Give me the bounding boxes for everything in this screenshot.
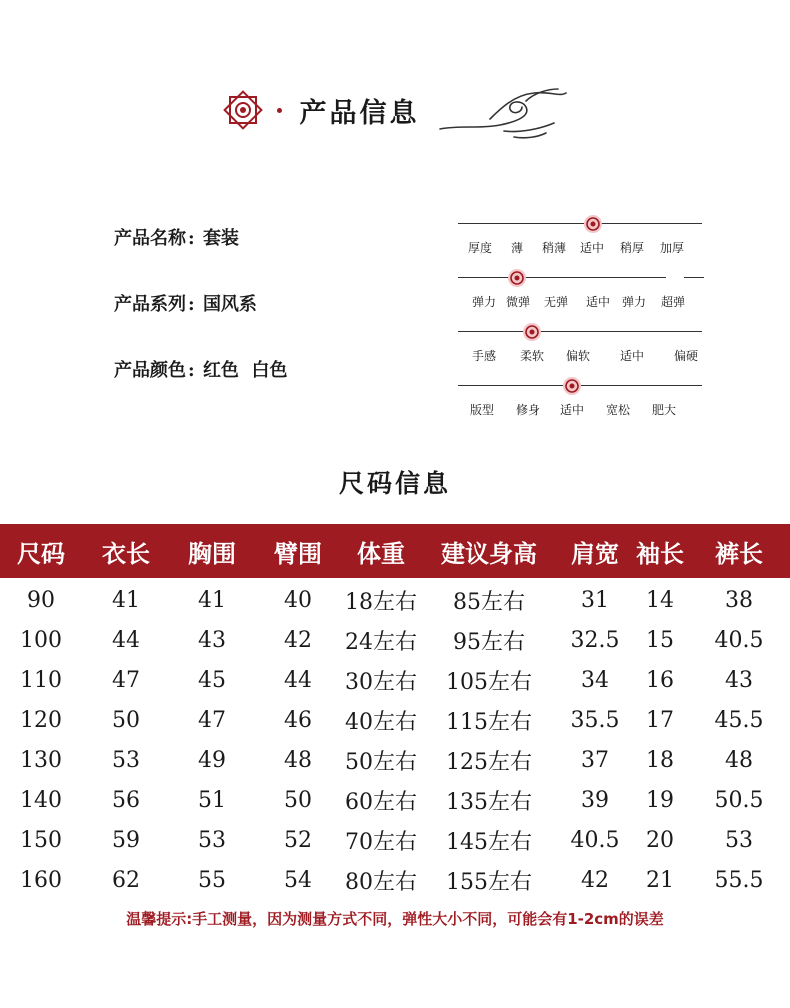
table-cell: 90: [27, 587, 55, 613]
table-cell: 48: [284, 747, 312, 773]
table-header-row: [0, 524, 790, 578]
table-cell: 50: [284, 787, 312, 813]
table-cell: 49: [198, 747, 226, 773]
scale-label: 超弹: [661, 295, 686, 309]
table-cell: 55: [198, 867, 226, 893]
table-cell: 45.5: [714, 707, 764, 733]
table-cell: 40.5: [570, 827, 620, 853]
scale-label: 稍薄: [542, 241, 567, 255]
info-value: 国风系: [202, 294, 257, 315]
table-cell: 35.5: [570, 707, 620, 733]
column-header: 袖长: [636, 539, 684, 568]
selected-marker-icon: [583, 214, 603, 234]
table-cell: 52: [284, 827, 312, 853]
table-cell: 54: [284, 867, 312, 893]
table-cell: 95左右: [453, 629, 525, 655]
table-cell: 38: [725, 587, 753, 613]
scale-label: 适中: [560, 403, 585, 417]
scale-label: 加厚: [660, 241, 685, 255]
table-cell: 80左右: [345, 869, 417, 895]
table-cell: 100: [20, 627, 62, 653]
table-cell: 50.5: [714, 787, 764, 813]
table-cell: 44: [112, 627, 140, 653]
table-cell: 150: [20, 827, 62, 853]
table-cell: 47: [198, 707, 226, 733]
table-cell: 56: [112, 787, 140, 813]
table-cell: 155左右: [446, 869, 532, 895]
table-cell: 31: [581, 587, 609, 613]
scale-elasticity: [456, 269, 706, 323]
table-row: [0, 778, 790, 818]
selected-marker-icon: [562, 376, 582, 396]
title-dot: [277, 108, 282, 113]
scale-label: 适中: [586, 295, 611, 309]
column-header: 体重: [357, 539, 405, 568]
table-cell: 15: [646, 627, 674, 653]
scale-label: 稍厚: [620, 241, 645, 255]
info-value: 红色 白色: [202, 360, 288, 381]
table-cell: 53: [198, 827, 226, 853]
table-cell: 37: [581, 747, 609, 773]
table-cell: 53: [725, 827, 753, 853]
table-cell: 45: [198, 667, 226, 693]
scale-label: 适中: [620, 349, 645, 363]
table-cell: 85左右: [453, 589, 525, 615]
table-row: [0, 658, 790, 698]
table-cell: 62: [112, 867, 140, 893]
info-row-series: 产品系列 : 国风系: [114, 294, 257, 315]
scale-fit: [456, 377, 706, 431]
scale-label: 修身: [516, 403, 541, 417]
table-cell: 41: [112, 587, 140, 613]
column-header: 尺码: [17, 539, 65, 568]
table-cell: 47: [112, 667, 140, 693]
table-row: [0, 578, 790, 618]
scale-label: 偏软: [566, 349, 591, 363]
table-cell: 59: [112, 827, 140, 853]
info-value: 套装: [202, 228, 239, 249]
table-cell: 32.5: [570, 627, 620, 653]
scale-label: 弹力: [472, 295, 497, 309]
table-cell: 40: [284, 587, 312, 613]
table-cell: 110: [20, 667, 62, 693]
column-header: 衣长: [102, 539, 150, 568]
lotus-emblem-icon: [221, 88, 265, 132]
product-info-title: 产品信息: [299, 97, 420, 129]
scale-label: 适中: [580, 241, 605, 255]
table-cell: 39: [581, 787, 609, 813]
table-cell: 20: [646, 827, 674, 853]
table-cell: 21: [646, 867, 674, 893]
scale-label: 版型: [470, 403, 495, 417]
scale-line: [458, 223, 702, 224]
table-cell: 50左右: [345, 749, 417, 775]
table-cell: 41: [198, 587, 226, 613]
scale-label: 弹力: [622, 295, 647, 309]
scale-label: 肥大: [652, 403, 677, 417]
column-header: 裤长: [715, 539, 763, 568]
scale-line: [458, 277, 666, 278]
table-cell: 135左右: [446, 789, 532, 815]
table-cell: 44: [284, 667, 312, 693]
measurement-note: 温馨提示:手工测量，因为测量方式不同，弹性大小不同，可能会有1-2cm的误差: [126, 910, 664, 928]
table-cell: 42: [581, 867, 609, 893]
cloud-swirl-icon: [430, 79, 570, 141]
table-row: [0, 818, 790, 858]
column-header: 胸围: [188, 539, 236, 568]
table-cell: 160: [20, 867, 62, 893]
table-cell: 43: [725, 667, 753, 693]
info-label: 产品颜色: [114, 360, 186, 381]
info-label: 产品系列: [114, 294, 186, 315]
column-header: 建议身高: [441, 539, 537, 568]
table-cell: 18: [646, 747, 674, 773]
table-cell: 34: [581, 667, 609, 693]
scale-label: 宽松: [606, 403, 631, 417]
table-cell: 140: [20, 787, 62, 813]
table-cell: 145左右: [446, 829, 532, 855]
table-cell: 18左右: [345, 589, 417, 615]
table-cell: 24左右: [345, 629, 417, 655]
table-cell: 40左右: [345, 709, 417, 735]
scale-label: 柔软: [520, 349, 545, 363]
table-cell: 70左右: [345, 829, 417, 855]
table-cell: 46: [284, 707, 312, 733]
table-cell: 16: [646, 667, 674, 693]
size-info-title: 尺码信息: [338, 469, 451, 498]
size-table: [0, 524, 790, 898]
table-cell: 55.5: [714, 867, 764, 893]
table-cell: 120: [20, 707, 62, 733]
table-row: [0, 858, 790, 898]
table-cell: 60左右: [345, 789, 417, 815]
table-row: [0, 698, 790, 738]
scale-label: 手感: [472, 349, 497, 363]
selected-marker-icon: [507, 268, 527, 288]
column-header: 臂围: [274, 539, 322, 568]
info-label: 产品名称: [114, 228, 186, 249]
info-row-name: 产品名称 : 套装: [114, 228, 239, 249]
scale-line-end: [684, 277, 704, 278]
scale-label: 无弹: [544, 295, 569, 309]
table-cell: 19: [646, 787, 674, 813]
table-cell: 115左右: [446, 709, 532, 735]
column-header: 肩宽: [571, 539, 619, 568]
scale-label: 偏硬: [674, 349, 699, 363]
table-cell: 42: [284, 627, 312, 653]
table-cell: 53: [112, 747, 140, 773]
table-cell: 105左右: [446, 669, 532, 695]
table-cell: 43: [198, 627, 226, 653]
table-cell: 51: [198, 787, 226, 813]
product-info-list: [114, 222, 287, 420]
table-cell: 30左右: [345, 669, 417, 695]
scale-label: 厚度: [468, 241, 493, 255]
scale-feel: [456, 323, 706, 377]
info-row-color: 产品颜色 : 红色 白色: [114, 360, 288, 381]
scale-thickness: [456, 215, 706, 269]
table-cell: 17: [646, 707, 674, 733]
table-cell: 130: [20, 747, 62, 773]
table-cell: 40.5: [714, 627, 764, 653]
scale-label: 薄: [511, 241, 524, 255]
table-row: [0, 738, 790, 778]
attribute-scales: [456, 215, 706, 431]
scale-label: 微弹: [506, 295, 531, 309]
table-cell: 125左右: [446, 749, 532, 775]
product-info-header: [0, 78, 790, 142]
selected-marker-icon: [522, 322, 542, 342]
table-row: [0, 618, 790, 658]
scale-line: [458, 331, 702, 332]
table-cell: 50: [112, 707, 140, 733]
table-cell: 14: [646, 587, 674, 613]
table-cell: 48: [725, 747, 753, 773]
size-info-header: [0, 462, 790, 502]
